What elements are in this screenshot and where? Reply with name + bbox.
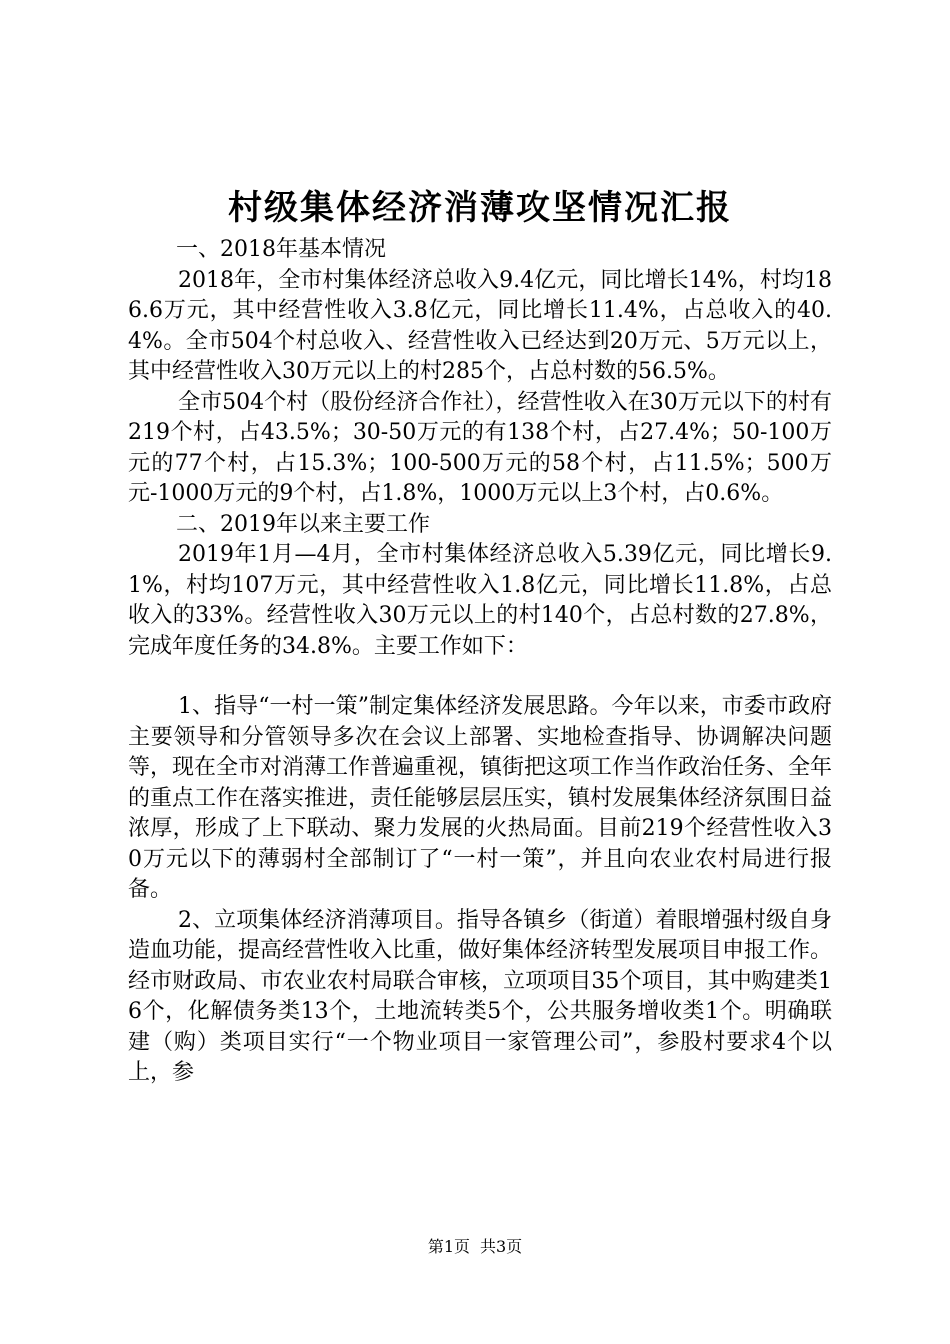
section-heading-basic-situation: 一、2018年基本情况	[176, 237, 386, 262]
paragraph-2019-overview: 2019年1月—4月，全市村集体经济总收入5.39亿元，同比增长9.1%，村均107万元，其中经营性收入1.8亿元，同比增长11.8%，占总收入的33%。经营性收入30万元以上的村140个，占总村数的27.8%，完成年度任务的34.8%。主要工作如下：	[128, 542, 832, 659]
page-total: 共3页	[480, 1237, 523, 1256]
paragraph-2018-overview: 2018年，全市村集体经济总收入9.4亿元，同比增长14%，村均186.6万元，其中经营性收入3.8亿元，同比增长11.4%，占总收入的40.4%。全市504个村总收入、经营性收入已经达到20万元、5万元以上，其中经营性收入30万元以上的村285个，占总村数的56.5%。	[128, 267, 832, 384]
paragraph-work-item-1: 1、指导“一村一策”制定集体经济发展思路。今年以来，市委市政府主要领导和分管领导多次在会议上部署、实地检查指导、协调解决问题等，现在全市对消薄工作普遍重视，镇街把这项工作当作政治任务、全年的重点工作在落实推进，责任能够层层压实，镇村发展集体经济氛围日益浓厚，形成了上下联动、聚力发展的火热局面。目前219个经营性收入30万元以下的薄弱村全部制订了“一村一策”，并且向农业农村局进行报备。	[128, 694, 833, 902]
paragraph-work-item-2: 2、立项集体经济消薄项目。指导各镇乡（街道）着眼增强村级自身造血功能，提高经营性收入比重，做好集体经济转型发展项目申报工作。经市财政局、市农业农村局联合审核，立项项目35个项目，其中购建类16个，化解债务类13个，土地流转类5个，公共服务增收类1个。明确联建（购）类项目实行“一个物业项目一家管理公司”，参股村要求4个以上，参	[128, 907, 833, 1085]
document-body	[128, 185, 832, 1089]
paragraph-gap	[128, 662, 832, 692]
paragraph-2018-distribution: 全市504个村（股份经济合作社），经营性收入在30万元以下的村有219个村，占43.5%；30-50万元的有138个村，占27.4%；50-100万元的77个村，占15.3%；100-500万元的58个村，占11.5%；500万元-1000万元的9个村，占1.8%，1000万元以上3个村，占0.6%。	[128, 389, 832, 506]
document-title: 村级集体经济消薄攻坚情况汇报	[228, 188, 732, 228]
page-number: 第1页	[427, 1237, 470, 1256]
section-heading-main-work: 二、2019年以来主要工作	[176, 511, 430, 537]
page-footer	[0, 1236, 950, 1258]
